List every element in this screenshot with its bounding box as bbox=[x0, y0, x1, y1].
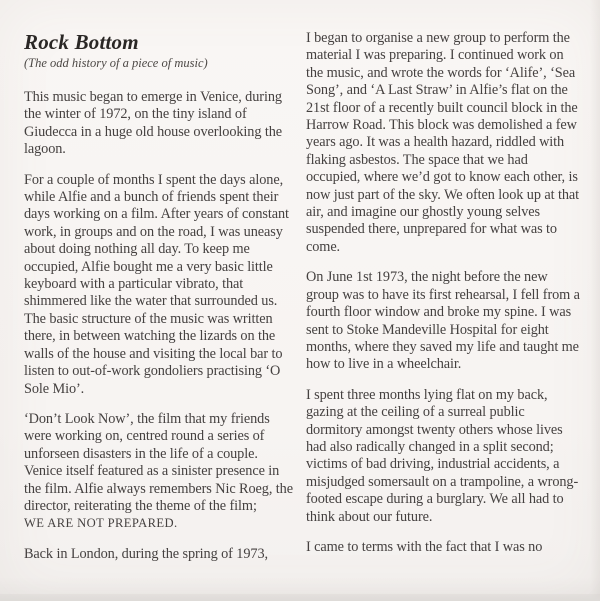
paragraph-dont-look-now bbox=[24, 411, 296, 533]
caps-line: WE ARE NOT PREPARED. bbox=[24, 516, 178, 531]
left-column bbox=[24, 30, 296, 563]
paragraph-dont-look-now-text: ‘Don’t Look Now’, the film that my friends were working on, centred round a series of unforseen disasters in the life of a couple. Venice itself featured as a sinister presence in the film. Alfie always remembers Nic Roeg, the director, reiterating the theme of the film; bbox=[24, 410, 293, 514]
right-column bbox=[306, 30, 582, 556]
paragraph-keyboard: For a couple of months I spent the days alone, while Alfie and a bunch of friends spent their days working on a film. After years of constant work, in groups and on the road, I was uneasy about doing nothing all day. To keep me occupied, Alfie bought me a very basic little keyboard with a particular vibrato, that shimmered like the water that surrounded us. The basic structure of the music was written there, in between watching the lizards on the walls of the house and visiting the local bar to listen to out-of-work gondoliers practising ‘O Sole Mio’. bbox=[24, 171, 289, 397]
page-title: Rock Bottom bbox=[24, 30, 139, 54]
scan-edge-right bbox=[590, 0, 600, 601]
paragraph-venice: This music began to emerge in Venice, during the winter of 1972, on the tiny island of Giudecca in a huge old house overlooking the lagoon. bbox=[24, 89, 283, 158]
page-subtitle: (The odd history of a piece of music) bbox=[24, 56, 208, 70]
paragraph-back-in-london: Back in London, during the spring of 1973, bbox=[24, 545, 268, 562]
paragraph-accident: On June 1st 1973, the night before the new group was to have its first rehearsal, I fell from a fourth floor window and broke my spine. I was sent to Stoke Mandeville Hospital for eight months, where they saved my life and taught me how to live in a wheelchair. bbox=[306, 269, 580, 373]
scan-edge-bottom bbox=[0, 594, 600, 601]
paragraph-came-to-terms: I came to terms with the fact that I was no bbox=[306, 538, 543, 555]
paragraph-new-group: I began to organise a new group to perform the material I was preparing. I continued work on the music, and wrote the words for ‘Alife’, ‘Sea Song’, and ‘A Last Straw’ in Alfie’s flat on the 21st floor of a recently built council block in the Harrow Road. This block was demolished a few years ago. It was a health hazard, riddled with flaking asbestos. The space that we had occupied, where we’d got to know each other, is now just part of the sky. We often look up at that air, and imagine our ghostly young selves suspended there, unprepared for what was to come. bbox=[306, 30, 579, 255]
paragraph-dormitory: I spent three months lying flat on my back, gazing at the ceiling of a surreal public dormitory amongst twenty others whose lives had also radically changed in a split second; victims of bad driving, industrial accidents, a misjudged somersault on a trampoline, a wrong-footed escape during a burglary. We all had to think about our future. bbox=[306, 386, 579, 525]
